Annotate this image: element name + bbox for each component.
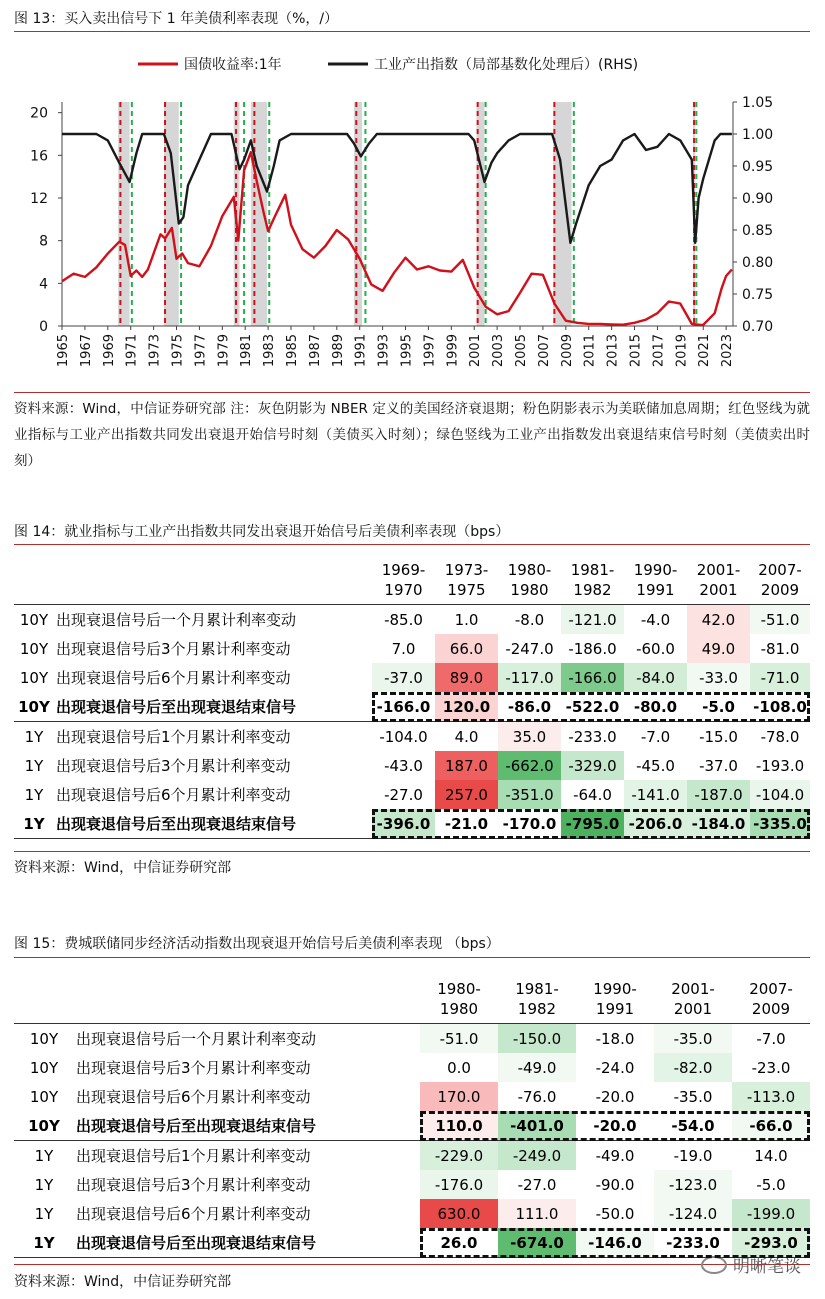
period-header-line: 1980- xyxy=(437,980,481,998)
x-tick-label: 1973 xyxy=(147,334,163,368)
value-cell: -64.0 xyxy=(561,780,624,809)
value-cell: -795.0 xyxy=(561,809,624,839)
table-header-row xyxy=(14,975,810,1024)
period-header xyxy=(624,556,687,605)
value-cell: -150.0 xyxy=(498,1024,576,1054)
table-row xyxy=(14,1024,810,1054)
tenor-cell: 1Y xyxy=(24,785,44,804)
x-tick-label: 1971 xyxy=(124,334,140,368)
row-label: 出现衰退信号后3个月累计利率变动 xyxy=(56,640,291,658)
x-tick-label: 2007 xyxy=(536,334,552,368)
y-right-tick-label: 1.05 xyxy=(742,95,774,111)
period-header xyxy=(498,975,576,1024)
fig14-title: 图 14：就业指标与工业产出指数共同发出衰退开始信号后美债利率表现（bps） xyxy=(14,524,510,540)
value-cell: -35.0 xyxy=(654,1024,732,1054)
recession-band-4 xyxy=(354,102,362,326)
row-label: 出现衰退信号后1个月累计利率变动 xyxy=(74,1141,420,1171)
value-cell: 66.0 xyxy=(435,634,498,663)
y-left-tick-label: 4 xyxy=(39,276,48,293)
value-cell: -27.0 xyxy=(498,1170,576,1199)
x-tick-label: 2011 xyxy=(582,334,598,368)
tenor-cell: 10Y xyxy=(14,605,54,635)
value-cell: -21.0 xyxy=(435,809,498,839)
tenor-cell: 1Y xyxy=(34,1175,54,1194)
header-blank-cell xyxy=(14,975,74,1024)
x-tick-label: 1967 xyxy=(78,334,94,368)
table-row xyxy=(14,1199,810,1228)
fig13-source-note: 资料来源：Wind，中信证券研究部 注：灰色阴影为 NBER 定义的美国经济衰退期；粉色阴影表示为美联储加息周期；红色竖线为就业指标与工业产出指数共同发出衰退开始信号时刻（美债买入时刻）；绿色竖线为工业产出指数发出衰退结束信号时刻（美债卖出时刻） xyxy=(14,401,810,469)
value-cell: 49.0 xyxy=(687,634,750,663)
value-cell: -124.0 xyxy=(654,1199,732,1228)
value-cell: -233.0 xyxy=(561,722,624,752)
value-cell: -104.0 xyxy=(750,780,810,809)
value-cell: -19.0 xyxy=(654,1141,732,1171)
table-row xyxy=(14,605,810,635)
value-cell: -141.0 xyxy=(624,780,687,809)
value-cell: -117.0 xyxy=(498,663,561,692)
y-left-tick-label: 0 xyxy=(39,319,48,335)
x-tick-label: 2019 xyxy=(674,334,690,368)
row-label: 出现衰退信号后一个月累计利率变动 xyxy=(54,605,372,635)
tenor-cell: 1Y xyxy=(14,1228,74,1258)
fig15-source-rule xyxy=(14,1264,810,1265)
period-header xyxy=(576,975,654,1024)
value-cell: -249.0 xyxy=(498,1141,576,1171)
x-tick-label: 2001 xyxy=(468,334,484,368)
fig14-source-rule xyxy=(14,851,810,852)
value-cell: -71.0 xyxy=(750,663,810,692)
value-cell: -186.0 xyxy=(561,634,624,663)
y-right-tick-label: 0.85 xyxy=(742,223,774,239)
tenor-cell: 1Y xyxy=(14,722,54,752)
tenor-cell: 10Y xyxy=(19,639,49,658)
value-cell: -80.0 xyxy=(624,692,687,722)
value-cell: 7.0 xyxy=(372,634,435,663)
fig13-title-rule xyxy=(14,31,810,32)
value-cell: -229.0 xyxy=(420,1141,498,1171)
period-header-line: 2007- xyxy=(749,980,793,998)
x-tick-label: 2017 xyxy=(651,334,667,368)
value-cell: 35.0 xyxy=(498,722,561,752)
value-cell: -49.0 xyxy=(576,1141,654,1171)
period-header-line: 1980 xyxy=(510,581,549,599)
value-cell: -5.0 xyxy=(732,1170,810,1199)
value-cell: -4.0 xyxy=(624,605,687,635)
row-label: 出现衰退信号后3个月累计利率变动 xyxy=(56,757,291,775)
y-right-tick-label: 0.70 xyxy=(742,319,774,335)
value-cell: 26.0 xyxy=(420,1228,498,1258)
value-cell: -247.0 xyxy=(498,634,561,663)
value-cell: -206.0 xyxy=(624,809,687,839)
table-row xyxy=(14,663,810,692)
value-cell: -187.0 xyxy=(687,780,750,809)
value-cell: -49.0 xyxy=(498,1053,576,1082)
tenor-cell: 10Y xyxy=(29,1087,59,1106)
fig13-chart xyxy=(0,40,825,390)
row-label: 出现衰退信号后6个月累计利率变动 xyxy=(76,1088,311,1106)
period-header xyxy=(654,975,732,1024)
row-label: 出现衰退信号后3个月累计利率变动 xyxy=(76,1059,311,1077)
value-cell: -66.0 xyxy=(732,1111,810,1141)
value-cell: -396.0 xyxy=(372,809,435,839)
value-cell: -104.0 xyxy=(372,722,435,752)
period-header xyxy=(732,975,810,1024)
recession-band-6 xyxy=(553,102,571,326)
value-cell: -5.0 xyxy=(687,692,750,722)
row-label: 出现衰退信号后一个月累计利率变动 xyxy=(74,1024,420,1054)
y-left-tick-label: 16 xyxy=(30,148,48,165)
value-cell: 630.0 xyxy=(420,1199,498,1228)
tenor-cell: 1Y xyxy=(14,1141,74,1171)
value-cell: -401.0 xyxy=(498,1111,576,1141)
value-cell: -662.0 xyxy=(498,751,561,780)
period-header xyxy=(750,556,810,605)
value-cell: -20.0 xyxy=(576,1082,654,1111)
y-right-tick-label: 1.00 xyxy=(742,127,774,143)
y-right-tick-label: 0.95 xyxy=(742,159,774,175)
value-cell: 14.0 xyxy=(732,1141,810,1171)
value-cell: -293.0 xyxy=(732,1228,810,1258)
table-row xyxy=(14,1082,810,1111)
header-blank-cell xyxy=(74,975,420,1024)
x-tick-label: 2021 xyxy=(697,334,713,368)
x-tick-label: 1985 xyxy=(285,334,301,368)
period-header xyxy=(435,556,498,605)
value-cell: -60.0 xyxy=(624,634,687,663)
fig14-table xyxy=(14,556,810,839)
legend-label-yield: 国债收益率:1年 xyxy=(184,57,282,73)
fig15-source: 资料来源：Wind，中信证券研究部 xyxy=(14,1274,232,1290)
y-left-tick-label: 8 xyxy=(39,233,48,250)
x-tick-label: 1993 xyxy=(376,334,392,368)
value-cell: -24.0 xyxy=(576,1053,654,1082)
value-cell: -82.0 xyxy=(654,1053,732,1082)
period-header-line: 1991 xyxy=(595,1000,635,1018)
period-header-line: 2001 xyxy=(699,581,738,599)
period-header-line: 1980 xyxy=(439,1000,479,1018)
row-label: 出现衰退信号后1个月累计利率变动 xyxy=(54,722,372,752)
value-cell: -50.0 xyxy=(576,1199,654,1228)
table-row xyxy=(14,1053,810,1082)
x-tick-label: 1989 xyxy=(330,334,346,368)
tenor-cell: 1Y xyxy=(24,756,44,775)
period-header-line: 2009 xyxy=(751,1000,791,1018)
value-cell: 170.0 xyxy=(420,1082,498,1111)
value-cell: -35.0 xyxy=(654,1082,732,1111)
series-line-ip xyxy=(62,134,732,243)
value-cell: -113.0 xyxy=(732,1082,810,1111)
row-label: 出现衰退信号后至出现衰退结束信号 xyxy=(54,809,372,839)
value-cell: 4.0 xyxy=(435,722,498,752)
value-cell: -85.0 xyxy=(372,605,435,635)
value-cell: -108.0 xyxy=(750,692,810,722)
row-label: 出现衰退信号后6个月累计利率变动 xyxy=(56,786,291,804)
value-cell: -199.0 xyxy=(732,1199,810,1228)
value-cell: -37.0 xyxy=(372,663,435,692)
value-cell: -51.0 xyxy=(750,605,810,635)
value-cell: -8.0 xyxy=(498,605,561,635)
x-tick-label: 1977 xyxy=(193,334,209,368)
x-tick-label: 1969 xyxy=(101,334,117,368)
value-cell: -90.0 xyxy=(576,1170,654,1199)
tenor-cell: 10Y xyxy=(28,1116,60,1135)
legend-label-ip: 工业产出指数（局部基数化处理后）(RHS) xyxy=(374,57,639,73)
value-cell: -170.0 xyxy=(498,809,561,839)
table-row xyxy=(14,722,810,752)
value-cell: -54.0 xyxy=(654,1111,732,1141)
value-cell: -51.0 xyxy=(420,1024,498,1054)
table-row xyxy=(14,751,810,780)
value-cell: -78.0 xyxy=(750,722,810,752)
period-header-line: 1982 xyxy=(573,581,612,599)
row-label: 出现衰退信号后至出现衰退结束信号 xyxy=(76,1117,317,1135)
row-label: 出现衰退信号后至出现衰退结束信号 xyxy=(56,698,297,716)
value-cell: 89.0 xyxy=(435,663,498,692)
fig15-title: 图 15：费城联储同步经济活动指数出现衰退开始信号后美债利率表现 （bps） xyxy=(14,936,500,952)
y-left-tick-label: 20 xyxy=(30,105,48,122)
row-label: 出现衰退信号后6个月累计利率变动 xyxy=(76,1205,311,1223)
tenor-cell: 10Y xyxy=(14,1024,74,1054)
value-cell: -27.0 xyxy=(372,780,435,809)
tenor-cell: 1Y xyxy=(34,1204,54,1223)
x-tick-label: 2023 xyxy=(720,334,736,368)
value-cell: 1.0 xyxy=(435,605,498,635)
x-tick-label: 2015 xyxy=(628,334,644,368)
value-cell: -176.0 xyxy=(420,1170,498,1199)
x-tick-label: 1983 xyxy=(262,334,278,368)
period-header-line: 1982 xyxy=(517,1000,557,1018)
header-blank-cell xyxy=(14,556,54,605)
value-cell: 111.0 xyxy=(498,1199,576,1228)
period-header-line: 2001- xyxy=(696,561,741,579)
value-cell: 257.0 xyxy=(435,780,498,809)
period-header-line: 2001- xyxy=(671,980,715,998)
period-header-line: 1990- xyxy=(593,980,637,998)
period-header-line: 1990- xyxy=(633,561,678,579)
period-header-line: 1980- xyxy=(507,561,552,579)
value-cell: -146.0 xyxy=(576,1228,654,1258)
value-cell: -20.0 xyxy=(576,1111,654,1141)
table-row xyxy=(14,1111,810,1141)
row-label: 出现衰退信号后3个月累计利率变动 xyxy=(76,1176,311,1194)
period-header-line: 1970 xyxy=(384,581,423,599)
table-row xyxy=(14,809,810,839)
period-header xyxy=(372,556,435,605)
value-cell: -674.0 xyxy=(498,1228,576,1258)
value-cell: -76.0 xyxy=(498,1082,576,1111)
x-tick-label: 1997 xyxy=(422,334,438,368)
period-header-line: 1973- xyxy=(444,561,489,579)
y-left-tick-label: 12 xyxy=(30,191,48,207)
x-tick-label: 2013 xyxy=(605,334,621,368)
period-header-line: 2007- xyxy=(758,561,802,579)
value-cell: -37.0 xyxy=(687,751,750,780)
value-cell: 120.0 xyxy=(435,692,498,722)
period-header-line: 1969- xyxy=(381,561,426,579)
value-cell: 187.0 xyxy=(435,751,498,780)
value-cell: -522.0 xyxy=(561,692,624,722)
value-cell: -45.0 xyxy=(624,751,687,780)
x-tick-label: 2005 xyxy=(514,334,530,368)
table-row xyxy=(14,1228,810,1258)
value-cell: -233.0 xyxy=(654,1228,732,1258)
table-row xyxy=(14,692,810,722)
row-label: 出现衰退信号后6个月累计利率变动 xyxy=(56,669,291,687)
period-header xyxy=(687,556,750,605)
wechat-logo-icon xyxy=(701,1256,727,1274)
table-header-row xyxy=(14,556,810,605)
period-header-line: 2001 xyxy=(673,1000,713,1018)
x-tick-label: 1975 xyxy=(170,334,186,368)
x-tick-label: 2009 xyxy=(559,334,575,368)
x-tick-label: 1999 xyxy=(445,334,461,368)
fig13-title: 图 13：买入卖出信号下 1 年美债利率表现（%，/） xyxy=(14,11,339,27)
fig13-source-rule xyxy=(14,392,810,393)
period-header xyxy=(420,975,498,1024)
table-row xyxy=(14,1170,810,1199)
value-cell: -351.0 xyxy=(498,780,561,809)
fig14-source: 资料来源：Wind，中信证券研究部 xyxy=(14,860,232,876)
x-tick-label: 1995 xyxy=(399,334,415,368)
header-blank-cell xyxy=(54,556,372,605)
fig15-title-rule xyxy=(14,957,810,958)
y-right-tick-label: 0.75 xyxy=(742,287,774,303)
value-cell: -184.0 xyxy=(687,809,750,839)
watermark-text: 明晰笔谈 xyxy=(733,1257,801,1277)
x-tick-label: 1987 xyxy=(307,334,323,368)
tenor-cell: 10Y xyxy=(29,1058,59,1077)
period-header xyxy=(561,556,624,605)
y-right-tick-label: 0.80 xyxy=(742,255,774,271)
value-cell: -33.0 xyxy=(687,663,750,692)
period-header-line: 1981- xyxy=(515,980,559,998)
x-tick-label: 1979 xyxy=(216,334,232,368)
table-row xyxy=(14,780,810,809)
period-header-line: 1981- xyxy=(570,561,615,579)
value-cell: -81.0 xyxy=(750,634,810,663)
value-cell: -7.0 xyxy=(624,722,687,752)
fig14-title-rule xyxy=(14,544,810,545)
table-row xyxy=(14,1141,810,1171)
row-label: 出现衰退信号后至出现衰退结束信号 xyxy=(74,1228,420,1258)
period-header xyxy=(498,556,561,605)
value-cell: -23.0 xyxy=(732,1053,810,1082)
value-cell: -84.0 xyxy=(624,663,687,692)
value-cell: -43.0 xyxy=(372,751,435,780)
table-row xyxy=(14,634,810,663)
value-cell: -166.0 xyxy=(372,692,435,722)
value-cell: -335.0 xyxy=(750,809,810,839)
watermark xyxy=(701,1252,801,1277)
value-cell: -86.0 xyxy=(498,692,561,722)
value-cell: 0.0 xyxy=(420,1053,498,1082)
fig15-table xyxy=(14,975,810,1258)
y-right-tick-label: 0.90 xyxy=(742,191,774,207)
x-tick-label: 1965 xyxy=(56,334,71,368)
x-tick-label: 1981 xyxy=(239,334,255,368)
value-cell: -7.0 xyxy=(732,1024,810,1054)
value-cell: 42.0 xyxy=(687,605,750,635)
value-cell: -166.0 xyxy=(561,663,624,692)
value-cell: -193.0 xyxy=(750,751,810,780)
value-cell: -15.0 xyxy=(687,722,750,752)
tenor-cell: 10Y xyxy=(19,668,49,687)
value-cell: -123.0 xyxy=(654,1170,732,1199)
series-line-yield xyxy=(62,152,732,325)
period-header-line: 1991 xyxy=(636,581,675,599)
tenor-cell: 1Y xyxy=(14,809,54,839)
value-cell: -18.0 xyxy=(576,1024,654,1054)
period-header-line: 2009 xyxy=(760,581,800,599)
x-tick-label: 1991 xyxy=(353,334,369,368)
value-cell: -121.0 xyxy=(561,605,624,635)
x-tick-label: 2003 xyxy=(491,334,507,368)
value-cell: -329.0 xyxy=(561,751,624,780)
period-header-line: 1975 xyxy=(447,581,486,599)
tenor-cell: 10Y xyxy=(18,697,50,716)
value-cell: 110.0 xyxy=(420,1111,498,1141)
